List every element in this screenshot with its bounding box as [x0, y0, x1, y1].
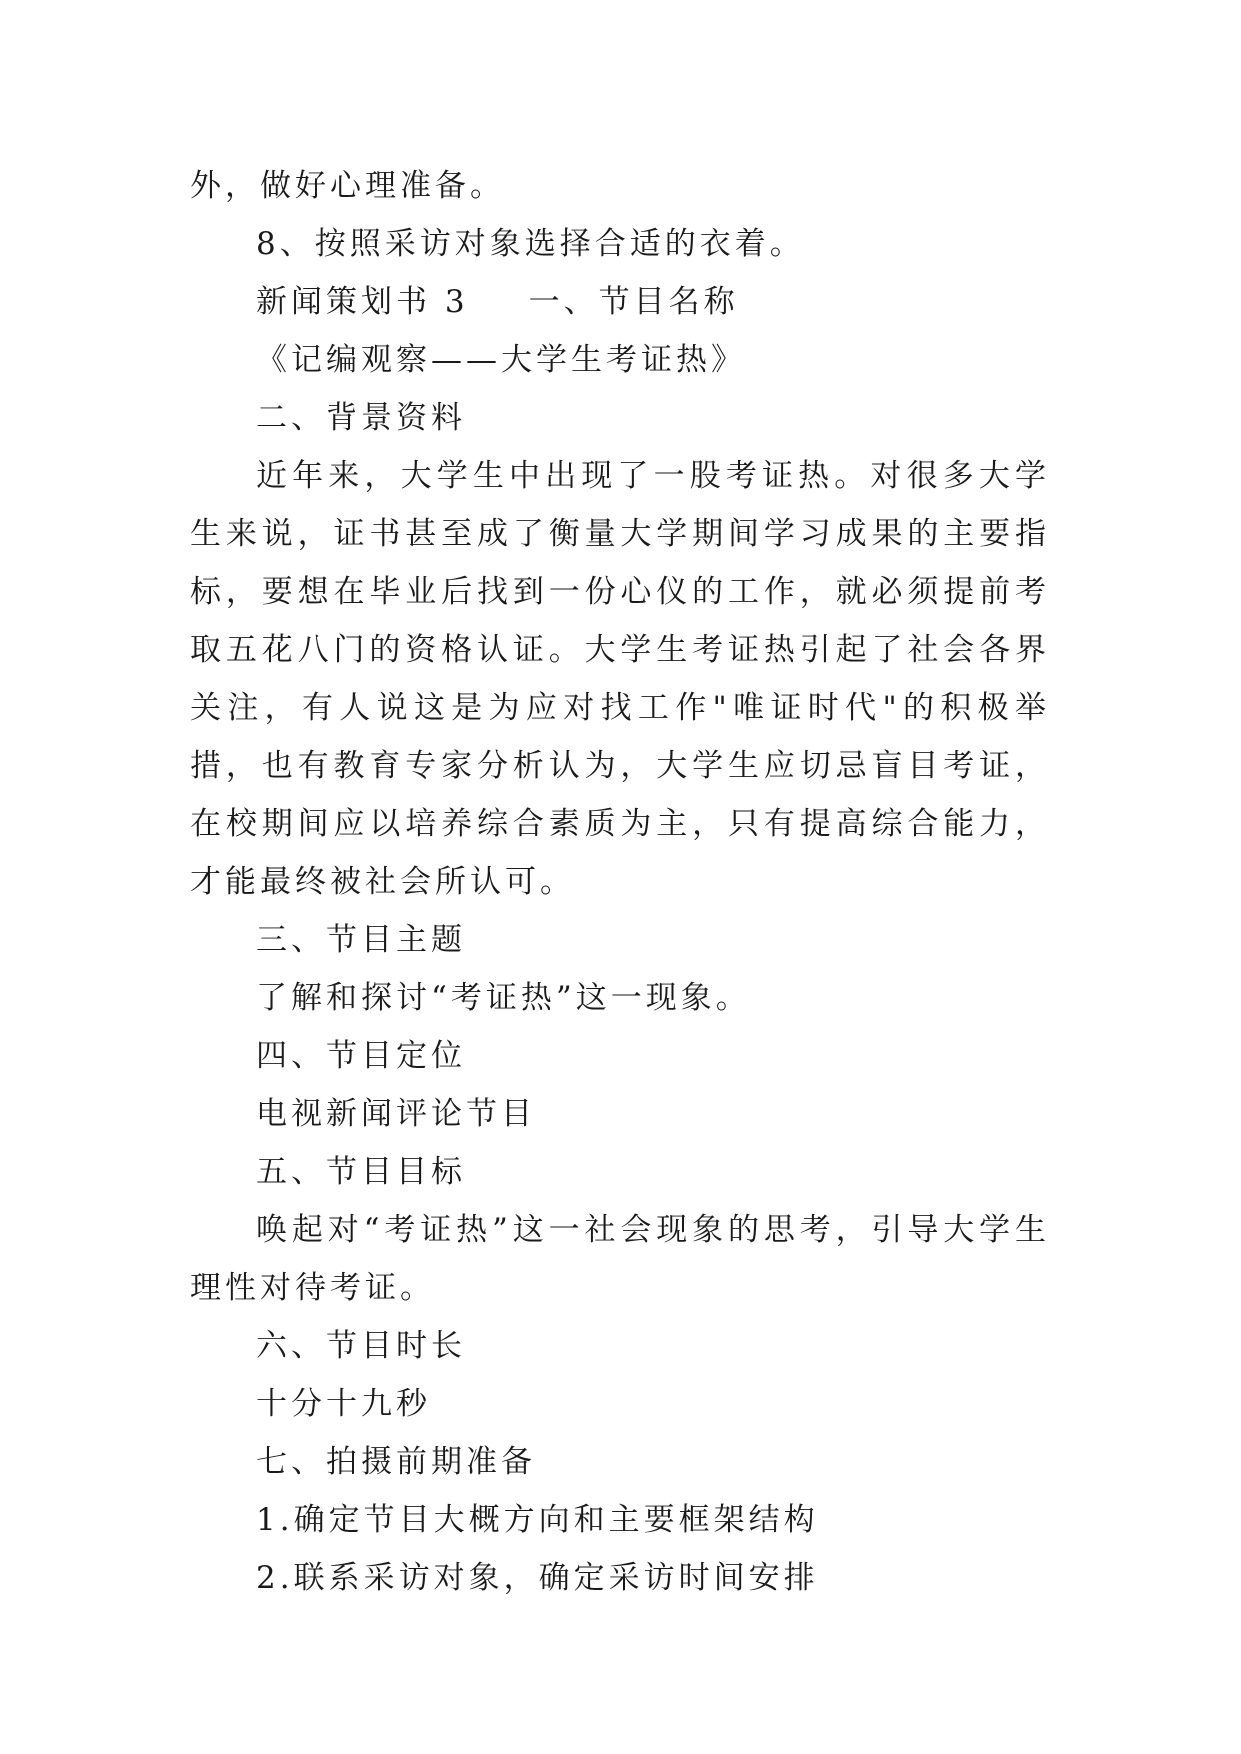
heading-theme: 三、节目主题 [256, 922, 466, 958]
paragraph-background: 近年来，大学生中出现了一股考证热。对很多大学生来说，证书甚至成了衡量大学期间学习成果的主要指标，要想在毕业后找到一份心仪的工作，就必须提前考取五花八门的资格认证。大学生考证热引起了社会各界关注，有人说这是为应对找工作"唯证时代"的积极举措，也有教育专家分析认为，大学生应切忌盲目考证，在校期间应以培养综合素质为主，只有提高综合能力，才能最终被社会所认可。 [190, 458, 1050, 900]
section-heading-line [190, 273, 1050, 331]
heading-preparation: 七、拍摄前期准备 [256, 1444, 536, 1480]
paragraph-theme: 了解和探讨“考证热”这一现象。 [256, 980, 751, 1016]
paragraph-goal: 唤起对“考证热”这一社会现象的思考，引导大学生理性对待考证。 [190, 1212, 1050, 1306]
heading-background: 二、背景资料 [256, 400, 466, 436]
heading-positioning: 四、节目定位 [256, 1038, 466, 1074]
paragraph-duration: 十分十九秒 [256, 1386, 431, 1422]
document-body [190, 157, 1050, 1607]
program-name: 《记编观察——大学生考证热》 [256, 342, 746, 378]
heading-goal: 五、节目目标 [256, 1154, 466, 1190]
paragraph-continuation: 外，做好心理准备。 [190, 168, 505, 204]
list-item-1: 1.确定节目大概方向和主要框架结构 [256, 1502, 819, 1538]
document-title: 新闻策划书 3 [256, 284, 469, 320]
heading-duration: 六、节目时长 [256, 1328, 466, 1364]
paragraph-positioning: 电视新闻评论节目 [256, 1096, 536, 1132]
list-item-2: 2.联系采访对象，确定采访时间安排 [256, 1560, 819, 1596]
list-item-8: 8、按照采访对象选择合适的衣着。 [256, 226, 805, 262]
heading-program-name: 一、节目名称 [528, 284, 739, 320]
